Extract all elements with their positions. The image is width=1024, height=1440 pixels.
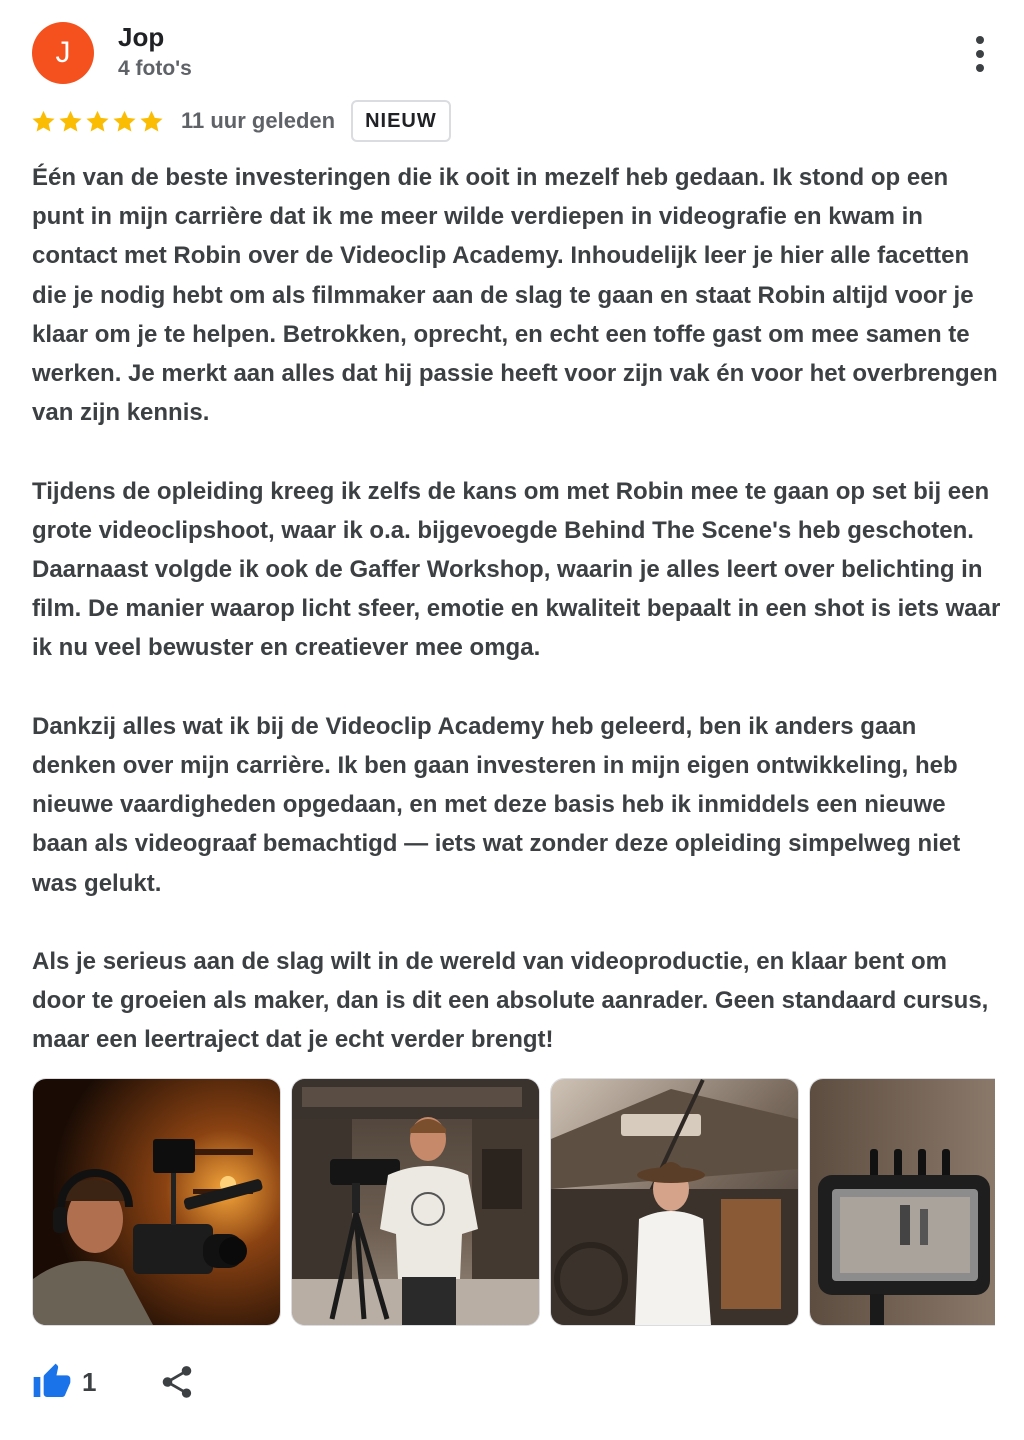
star-icon (111, 108, 138, 135)
review-actions (32, 1358, 196, 1406)
avatar[interactable]: J (32, 22, 94, 84)
rating-row (30, 100, 451, 142)
star-icon (84, 108, 111, 135)
photo-strip (32, 1078, 995, 1326)
more-vert-icon (976, 36, 984, 44)
like-count: 1 (82, 1366, 97, 1397)
author-info (118, 22, 192, 84)
review-photo-1[interactable] (32, 1078, 281, 1326)
thumb-up-icon (32, 1362, 72, 1402)
photo-cowboy-icon (551, 1079, 798, 1325)
share-button[interactable] (158, 1363, 196, 1401)
star-icon (30, 108, 57, 135)
author-photo-count: 4 foto's (118, 57, 192, 80)
review-photo-3[interactable] (550, 1078, 799, 1326)
like-button[interactable] (32, 1362, 96, 1402)
review-text (32, 158, 1002, 1060)
review-photo-4[interactable] (809, 1078, 995, 1326)
review-paragraph: Één van de beste investeringen die ik ooit in mezelf heb gedaan. Ik stond op een punt in mijn carrière dat ik me meer wilde verdiepen in videografie en kwam in contact met Robin over de Videoclip Academy. Inhoudelijk leer je hier alle facetten die je nodig hebt om als filmmaker aan de slag te gaan en staat Robin altijd voor je klaar om je te helpen. Betrokken, oprecht, en echt een toffe gast om mee samen te werken. Je merkt aan alles dat hij passie heeft voor zijn vak én voor het overbrengen van zijn kennis. (32, 164, 998, 427)
review-paragraph: Tijdens de opleiding kreeg ik zelfs de kans om met Robin mee te gaan op set bij een grote videoclipshoot, waar ik o.a. bijgevoegde Behind The Scene's heb geschoten. Daarnaast volgde ik ook de Gaffer Workshop, waarin je alles leert over belichting in film. De manier waarop licht sfeer, emotie en kwaliteit bepaalt in een shot is iets waar ik nu veel bewuster en creatiever mee omga. (32, 477, 1001, 662)
review-time: 11 uur geleden (181, 108, 336, 133)
star-rating (30, 108, 165, 135)
photo-monitor-icon (810, 1079, 995, 1325)
review-paragraph: Als je serieus aan de slag wilt in de wereld van videoproductie, en klaar bent om door te groeien als maker, dan is dit een absolute aanrader. Geen standaard cursus, maar een leertraject dat je echt verder brengt! (32, 948, 989, 1054)
star-icon (57, 108, 84, 135)
share-icon (158, 1363, 196, 1401)
review-header (32, 22, 992, 86)
review-paragraph: Dankzij alles wat ik bij de Videoclip Academy heb geleerd, ben ik anders gaan denken over mijn carrière. Ik ben gaan investeren in mijn eigen ontwikkeling, heb nieuwe vaardigheden opgedaan, en met deze basis heb ik inmiddels een nieuwe baan als videograaf bemachtigd — iets wat zonder deze opleiding simpelweg niet was gelukt. (32, 712, 961, 897)
author-name[interactable]: Jop (118, 22, 165, 52)
photo-cameraman-icon (33, 1079, 280, 1325)
more-options-button[interactable] (962, 30, 998, 78)
new-badge: NIEUW (351, 100, 451, 142)
star-icon (138, 108, 165, 135)
photo-set-icon (292, 1079, 539, 1325)
review-photo-2[interactable] (291, 1078, 540, 1326)
